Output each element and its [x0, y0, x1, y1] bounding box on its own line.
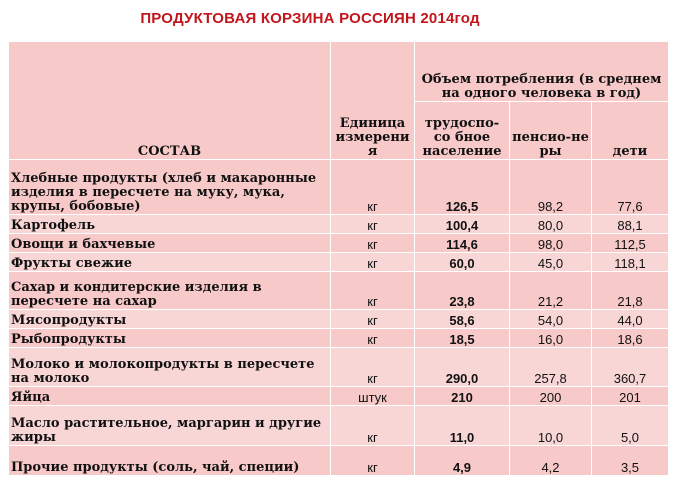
row-pensioners: 54,0 — [510, 310, 592, 329]
row-name: Сахар и кондитерские изделия в пересчете на сахар — [9, 272, 331, 310]
row-name: Фрукты свежие — [9, 253, 331, 272]
row-name: Прочие продукты (соль, чай, специи) — [9, 446, 331, 476]
row-children: 5,0 — [592, 406, 669, 446]
row-pensioners: 98,2 — [510, 160, 592, 215]
row-unit: кг — [331, 406, 415, 446]
row-pensioners: 257,8 — [510, 348, 592, 387]
row-working: 18,5 — [415, 329, 510, 348]
row-working: 58,6 — [415, 310, 510, 329]
row-name: Хлебные продукты (хлеб и макаронные изделия в пересчете на муку, мука, крупы, бобовые) — [9, 160, 331, 215]
row-name: Молоко и молокопродукты в пересчете на молоко — [9, 348, 331, 387]
table-row — [9, 387, 669, 406]
table-row — [9, 329, 669, 348]
table-row — [9, 234, 669, 253]
row-unit: кг — [331, 272, 415, 310]
row-children: 201 — [592, 387, 669, 406]
table-row — [9, 160, 669, 215]
row-pensioners: 80,0 — [510, 215, 592, 234]
row-children: 44,0 — [592, 310, 669, 329]
row-working: 114,6 — [415, 234, 510, 253]
row-working: 4,9 — [415, 446, 510, 476]
row-children: 88,1 — [592, 215, 669, 234]
row-unit: кг — [331, 348, 415, 387]
row-working: 290,0 — [415, 348, 510, 387]
row-children: 21,8 — [592, 272, 669, 310]
row-unit: кг — [331, 215, 415, 234]
table-row — [9, 272, 669, 310]
header-volume: Объем потребления (в среднем на одного человека в год) — [415, 42, 669, 102]
row-working: 100,4 — [415, 215, 510, 234]
row-unit: кг — [331, 329, 415, 348]
row-working: 23,8 — [415, 272, 510, 310]
row-unit: кг — [331, 253, 415, 272]
row-pensioners: 16,0 — [510, 329, 592, 348]
table-row — [9, 215, 669, 234]
row-name: Овощи и бахчевые — [9, 234, 331, 253]
header-pensioners: пенсио-не ры — [510, 102, 592, 160]
row-pensioners: 4,2 — [510, 446, 592, 476]
row-pensioners: 21,2 — [510, 272, 592, 310]
row-children: 360,7 — [592, 348, 669, 387]
food-basket-table — [8, 41, 669, 476]
header-children: дети — [592, 102, 669, 160]
table-row — [9, 348, 669, 387]
row-working: 11,0 — [415, 406, 510, 446]
row-unit: кг — [331, 446, 415, 476]
header-composition: СОСТАВ — [9, 42, 331, 160]
row-children: 77,6 — [592, 160, 669, 215]
row-name: Мясопродукты — [9, 310, 331, 329]
row-unit: кг — [331, 160, 415, 215]
table-row — [9, 406, 669, 446]
row-working: 60,0 — [415, 253, 510, 272]
row-pensioners: 10,0 — [510, 406, 592, 446]
row-children: 3,5 — [592, 446, 669, 476]
row-unit: штук — [331, 387, 415, 406]
table-row — [9, 446, 669, 476]
header-unit: Единица измерени я — [331, 42, 415, 160]
row-name: Яйца — [9, 387, 331, 406]
page-title: ПРОДУКТОВАЯ КОРЗИНА РОССИЯН 2014год — [140, 10, 480, 27]
row-children: 112,5 — [592, 234, 669, 253]
header-working: трудоспо-со бное население — [415, 102, 510, 160]
row-name: Картофель — [9, 215, 331, 234]
row-unit: кг — [331, 234, 415, 253]
table-row — [9, 253, 669, 272]
row-pensioners: 98,0 — [510, 234, 592, 253]
row-children: 18,6 — [592, 329, 669, 348]
row-name: Масло растительное, маргарин и другие жиры — [9, 406, 331, 446]
row-name: Рыбопродукты — [9, 329, 331, 348]
row-pensioners: 200 — [510, 387, 592, 406]
row-pensioners: 45,0 — [510, 253, 592, 272]
row-unit: кг — [331, 310, 415, 329]
row-children: 118,1 — [592, 253, 669, 272]
row-working: 126,5 — [415, 160, 510, 215]
table-row — [9, 310, 669, 329]
row-working: 210 — [415, 387, 510, 406]
